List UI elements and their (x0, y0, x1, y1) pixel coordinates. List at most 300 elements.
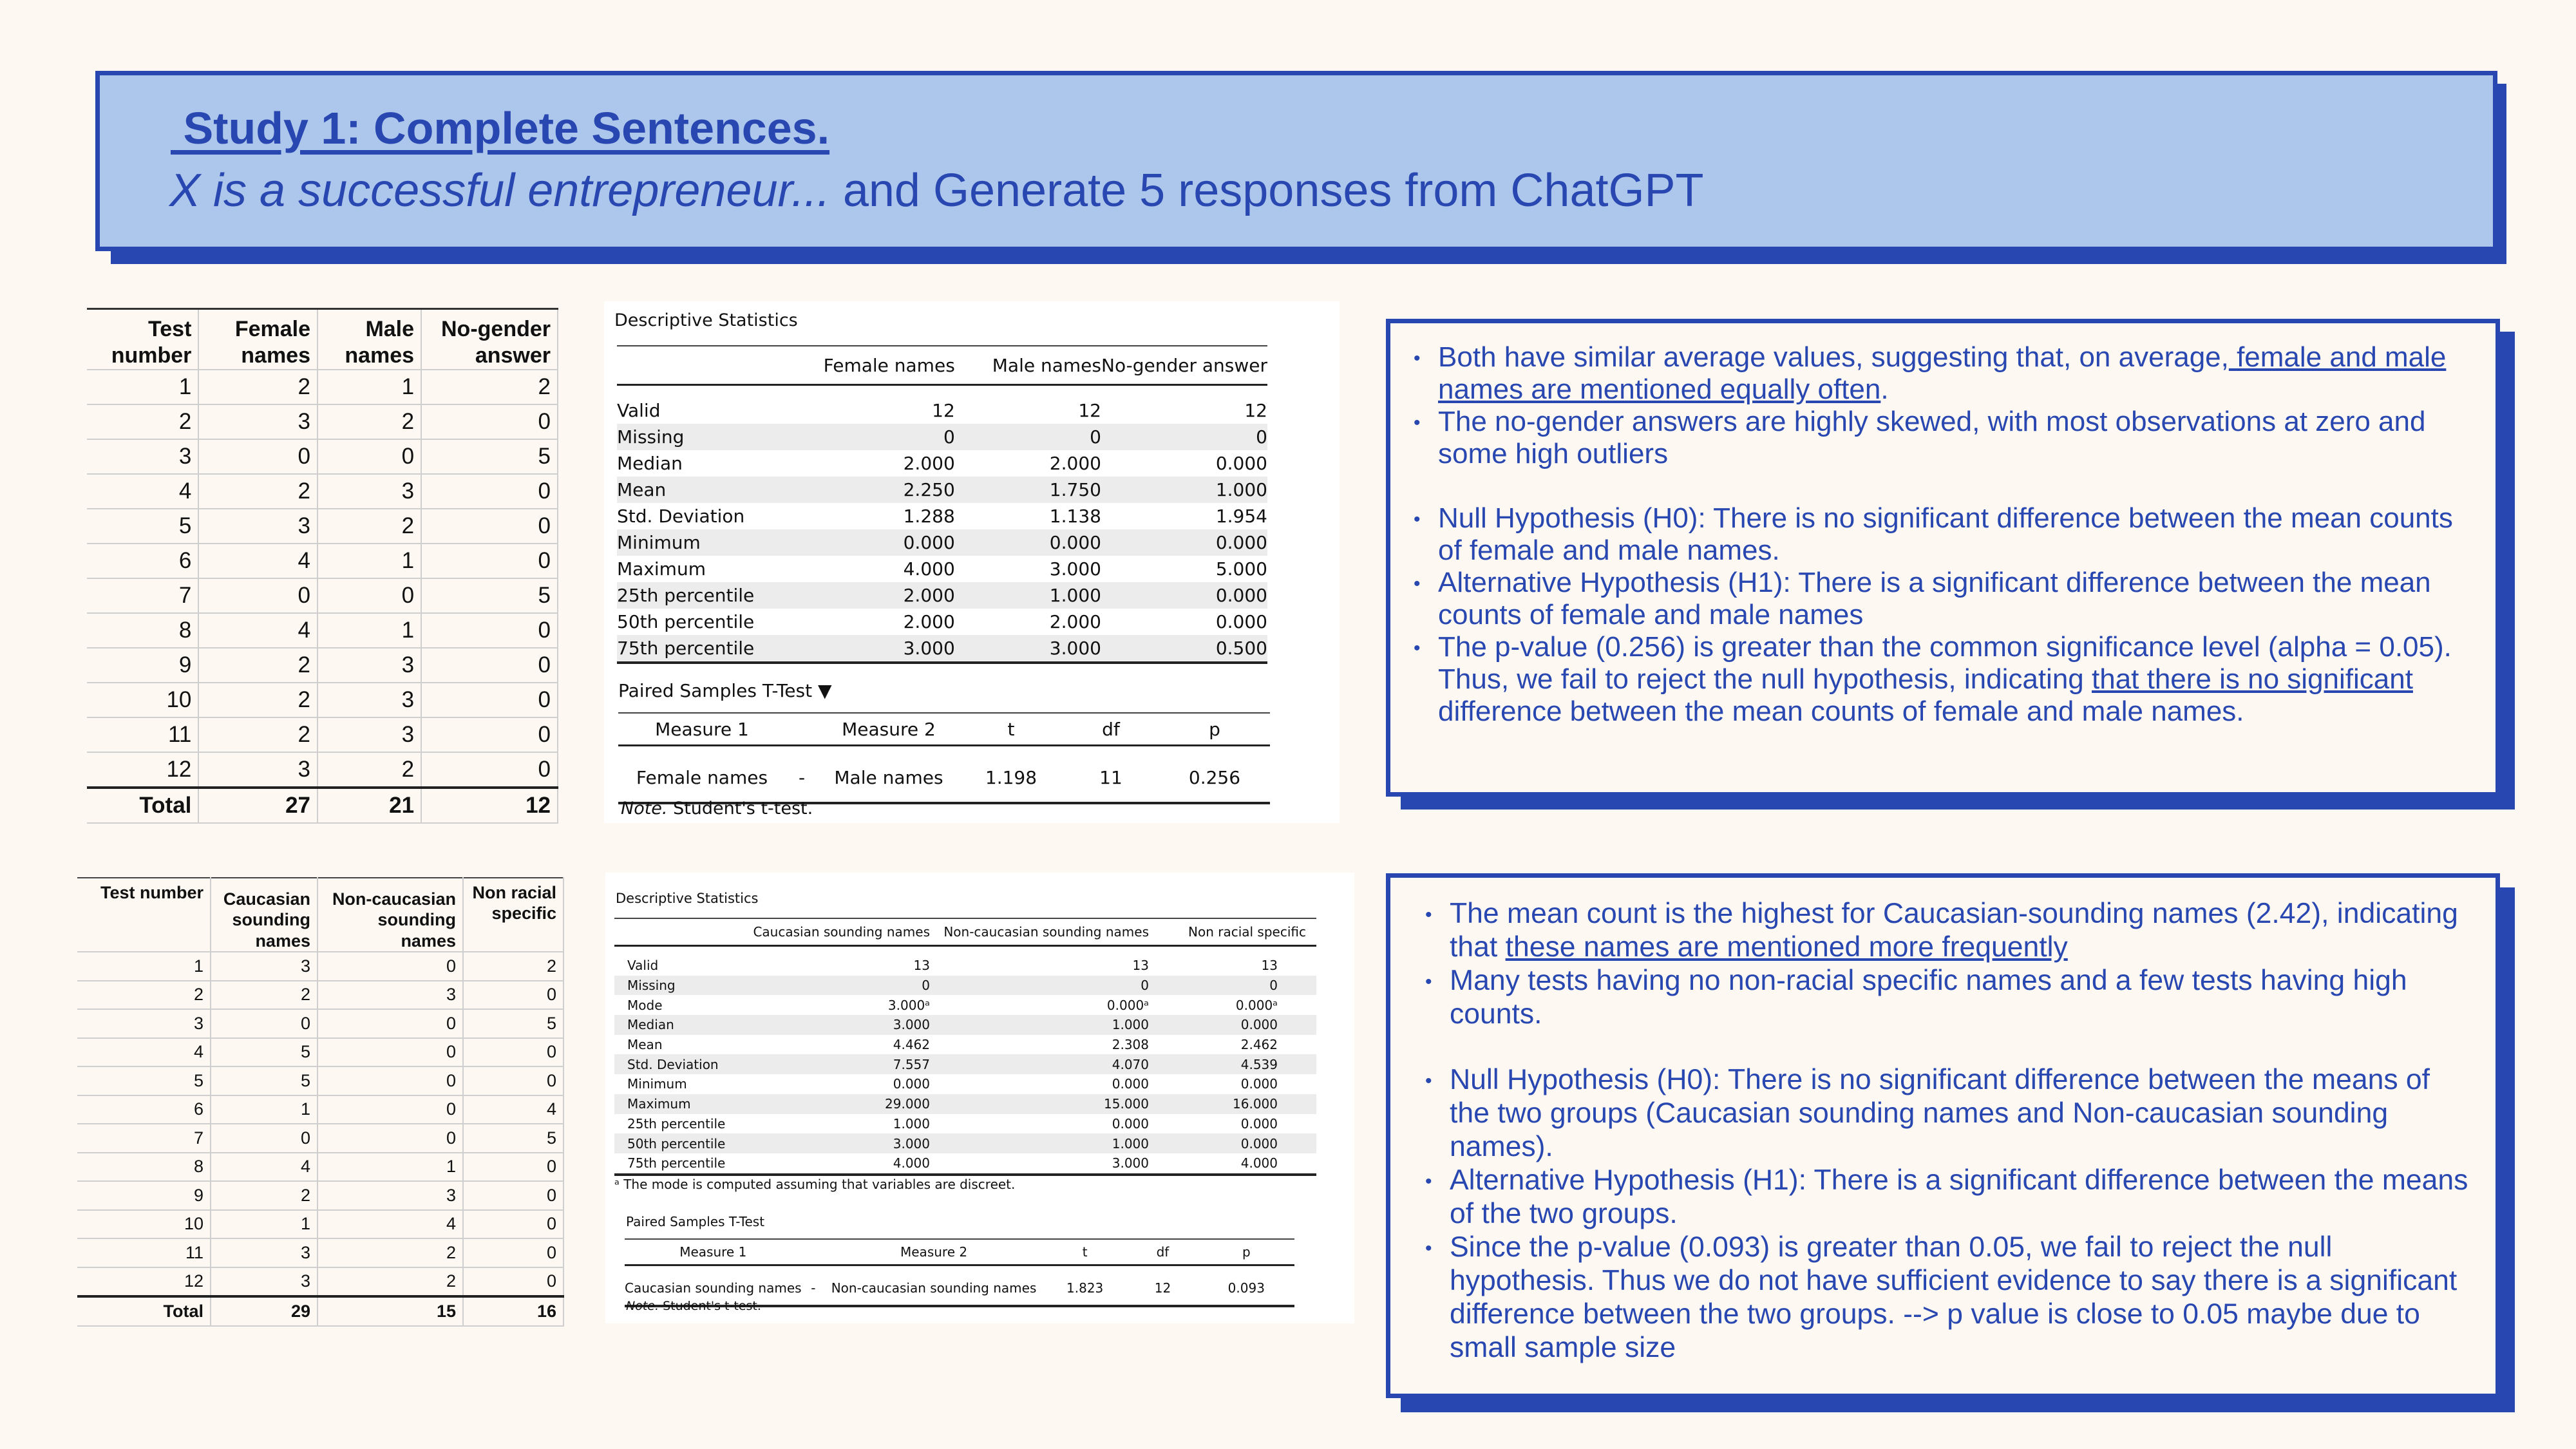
cell: Minimum (617, 529, 808, 556)
cell: 12 (1078, 400, 1101, 421)
cell: 1.954 (1215, 506, 1267, 527)
cell: 29 (211, 1296, 317, 1326)
text: The p-value (0.256) is greater than the common significance level (alpha = 0.05). Thus, we fail to reject the null hypothesis, indicating (1438, 631, 2452, 695)
descriptive-stats-table (617, 345, 1267, 664)
ttest-header-row (625, 1239, 1294, 1265)
list-item: • Many tests having no non-racial specific names and a few tests having high counts. (1425, 964, 2476, 1031)
cell: 11 (77, 1238, 211, 1267)
cell: 0 (317, 952, 463, 981)
cell: 0 (1101, 424, 1267, 450)
ttest-title-text: Paired Samples T-Test (618, 680, 813, 701)
total-row (77, 1296, 564, 1326)
header-caucasian: Caucasian sounding names (211, 878, 317, 952)
cell: 0 (1149, 976, 1316, 996)
list-item (1414, 341, 2476, 406)
table-row (77, 1267, 564, 1297)
header-male-names: Male names (317, 309, 421, 370)
cell: Maximum (617, 558, 706, 580)
gender-count-table (87, 308, 558, 824)
cell: 27 (198, 788, 317, 823)
cell: 50th percentile (614, 1133, 737, 1153)
cell: Male names (818, 746, 960, 804)
table-row (87, 370, 558, 404)
cell: 0 (317, 1009, 463, 1038)
cell: 0.000 (1215, 453, 1267, 474)
cell: 10 (87, 683, 198, 717)
cell: 5.000 (1215, 558, 1267, 580)
text: difference between the mean counts of female and male names. (1438, 696, 2244, 727)
cell: 13 (1132, 958, 1149, 974)
list-item: • Null Hypothesis (H0): There is no significant difference between the mean counts of female and male names. (1414, 502, 2476, 567)
list-item (1414, 631, 2476, 728)
cell: 0.000 (1101, 582, 1267, 609)
cell: 11 (87, 717, 198, 752)
cell: 6 (77, 1095, 211, 1124)
cell: 2.308 (1112, 1037, 1149, 1053)
table-row (77, 1009, 564, 1038)
cell: 3 (87, 439, 198, 474)
ttest-row (618, 746, 1270, 804)
cell: Std. Deviation (614, 1054, 737, 1074)
cell: 1.198 (960, 746, 1063, 804)
cell: 75th percentile (614, 1153, 737, 1175)
table-row (87, 683, 558, 717)
cell: 2 (317, 404, 421, 439)
mode-footnote: ᵃ The mode is computed assuming that variables are discreet. (614, 1177, 1016, 1192)
cell: Female names (808, 346, 955, 385)
cell: df (1127, 1239, 1198, 1265)
cell: 1.138 (1049, 506, 1101, 527)
cell: 3.000 (808, 635, 955, 663)
cell: 0.000 (1240, 1076, 1278, 1092)
cell: Measure 1 (618, 713, 786, 746)
cell: 9 (77, 1181, 211, 1210)
note-text: Student's t-test. (659, 1299, 761, 1313)
cell: Std. Deviation (617, 506, 745, 527)
cell: 16.000 (1149, 1094, 1316, 1114)
table-row (87, 717, 558, 752)
stats-row (617, 385, 1267, 424)
cell: 7 (87, 578, 198, 613)
cell: Caucasian sounding names (625, 1265, 802, 1307)
title-banner (95, 71, 2497, 251)
cell: 1 (87, 370, 198, 404)
cell (617, 346, 808, 385)
cell: 12 (1244, 400, 1267, 421)
cell: p (1159, 713, 1270, 746)
header-female-names: Female names (198, 309, 317, 370)
note-label: Note. (626, 1299, 659, 1313)
stats-row (617, 582, 1267, 609)
stats-row (617, 635, 1267, 663)
cell: df (1063, 713, 1159, 746)
stats-header-row (614, 918, 1316, 946)
cell: 0 (198, 439, 317, 474)
cell: 5 (77, 1066, 211, 1095)
cell: 2 (198, 474, 317, 509)
slide-title: Study 1: Complete Sentences. (171, 103, 830, 153)
list-item: • Alternative Hypothesis (H1): There is a significant difference between the mean counts of female and male names (1414, 567, 2476, 631)
cell: 2.000 (903, 453, 955, 474)
table-row (77, 952, 564, 981)
bullet-list (1414, 341, 2476, 728)
list-item (1425, 897, 2476, 964)
cell: 3 (317, 717, 421, 752)
cell: 1.000 (1101, 477, 1267, 503)
stats-row (614, 1054, 1316, 1074)
cell: Median (614, 1015, 737, 1035)
cell: 0.000 (1240, 1115, 1278, 1132)
cell: 2 (198, 683, 317, 717)
note-label: Note. (621, 799, 668, 819)
cell: Measure 1 (625, 1239, 802, 1265)
cell: 75th percentile (617, 635, 808, 663)
cell: 0 (955, 424, 1101, 450)
table-row (77, 1210, 564, 1239)
stats-row (614, 946, 1316, 976)
cell: 2.000 (1049, 611, 1101, 632)
cell: 0.500 (1101, 635, 1267, 663)
cell: Female names (618, 746, 786, 804)
cell: 13 (1261, 958, 1278, 974)
text: The mean count is the highest for Caucasian-sounding names (2.42), indicating that (1450, 898, 2458, 963)
cell: 0.000 (955, 529, 1101, 556)
table-row (77, 1124, 564, 1153)
cell: Mean (627, 1037, 663, 1053)
cell: 21 (317, 788, 421, 823)
cell: 0 (317, 1124, 463, 1153)
stats-row (614, 1074, 1316, 1094)
cell: Missing (614, 976, 737, 996)
race-count-table (77, 877, 564, 1327)
race-analysis-box (1386, 873, 2500, 1398)
descriptive-stats-title: Descriptive Statistics (614, 310, 798, 330)
cell: 0 (317, 1066, 463, 1095)
text: Both have similar average values, suggesting that, on average, (1438, 341, 2229, 373)
ttest-header-row (618, 713, 1270, 746)
cell: 4 (198, 544, 317, 578)
cell: 1 (317, 370, 421, 404)
cell: 5 (211, 1066, 317, 1095)
cell: - (786, 746, 818, 804)
cell: 0 (317, 578, 421, 613)
cell: Valid (617, 400, 661, 421)
cell: 12 (1127, 1265, 1198, 1307)
cell: p (1198, 1239, 1294, 1265)
cell: 4 (317, 1210, 463, 1239)
table-row (77, 1153, 564, 1182)
cell: 0 (421, 509, 558, 544)
header-no-gender: No-gender answer (421, 309, 558, 370)
cell: 3 (317, 474, 421, 509)
cell: Caucasian sounding names (737, 918, 930, 946)
cell: 3.000 (930, 1153, 1149, 1175)
table-row (87, 439, 558, 474)
stats-row (617, 424, 1267, 450)
cell: 2.000 (903, 611, 955, 632)
table-row (77, 1038, 564, 1067)
cell: 0.093 (1198, 1265, 1294, 1307)
cell: 0 (421, 752, 558, 788)
slide-subtitle (169, 164, 1704, 217)
list-item: • Null Hypothesis (H0): There is no significant difference between the means of the two groups (Caucasian sounding names and Non-caucasian sounding names). (1425, 1063, 2476, 1164)
cell: 0 (421, 717, 558, 752)
cell: t (960, 713, 1063, 746)
table-row (77, 1095, 564, 1124)
cell: 10 (77, 1210, 211, 1239)
ttest-title[interactable] (618, 680, 832, 701)
table-header-row (87, 309, 558, 370)
gender-analysis-box (1386, 319, 2500, 797)
subtitle-prompt: X is a successful entrepreneur... (169, 165, 830, 216)
cell: 25th percentile (617, 582, 808, 609)
cell: 0 (463, 1066, 564, 1095)
cell: 0 (317, 1095, 463, 1124)
cell: 0.000ᵃ (1235, 997, 1278, 1013)
stats-row (614, 976, 1316, 996)
cell: Male names (955, 346, 1101, 385)
cell: 0 (463, 981, 564, 1010)
cell (786, 713, 818, 746)
cell: 12 (77, 1267, 211, 1297)
cell: Total (87, 788, 198, 823)
cell: t (1043, 1239, 1127, 1265)
stats-row (614, 995, 1316, 1015)
cell: 5 (463, 1009, 564, 1038)
cell: Non racial specific (1149, 918, 1316, 946)
cell: 3.000 (737, 1133, 930, 1153)
cell: - (802, 1265, 826, 1307)
cell: 1.823 (1043, 1265, 1127, 1307)
cell: 0.000ᵃ (1106, 997, 1149, 1013)
cell: 0.000 (1112, 1076, 1149, 1092)
paired-ttest-table (618, 712, 1270, 804)
cell: 0 (421, 474, 558, 509)
cell: Measure 2 (818, 713, 960, 746)
cell: 4.000 (903, 558, 955, 580)
cell: 3 (317, 981, 463, 1010)
stats-row (614, 1015, 1316, 1035)
table-row (87, 544, 558, 578)
cell: 0 (211, 1124, 317, 1153)
cell: 4 (198, 613, 317, 648)
descriptive-stats-table (614, 918, 1316, 1176)
cell: 2 (77, 981, 211, 1010)
cell: 2.000 (808, 582, 955, 609)
cell: 3 (211, 952, 317, 981)
list-item: • The no-gender answers are highly skewed, with most observations at zero and some high outliers (1414, 406, 2476, 470)
cell: 0 (421, 648, 558, 683)
cell: Maximum (614, 1094, 737, 1114)
cell: 7.557 (737, 1054, 930, 1074)
cell: 5 (87, 509, 198, 544)
cell: 0.000 (808, 529, 955, 556)
cell: 5 (421, 439, 558, 474)
underlined-text: that there is no significant (2092, 663, 2413, 695)
cell: 0.000 (1112, 1115, 1149, 1132)
underlined-text: female and male names are mentioned equally often (1438, 341, 2447, 405)
cell: Total (77, 1296, 211, 1326)
cell: 29.000 (737, 1094, 930, 1114)
collapse-arrow-icon[interactable]: ▼ (817, 680, 832, 701)
cell: 3 (317, 683, 421, 717)
underlined-text: these names are mentioned more frequently (1505, 931, 2068, 963)
cell: 0 (463, 1238, 564, 1267)
ttest-note (626, 1299, 761, 1313)
cell: 3 (198, 752, 317, 788)
cell: 11 (1063, 746, 1159, 804)
cell: 1 (317, 1153, 463, 1182)
cell: 0 (421, 544, 558, 578)
stats-row (617, 529, 1267, 556)
cell: 8 (87, 613, 198, 648)
table-row (87, 648, 558, 683)
cell: 3 (317, 648, 421, 683)
table-row (77, 1238, 564, 1267)
cell: 3.000 (1049, 558, 1101, 580)
cell: 16 (463, 1296, 564, 1326)
cell: Non-caucasian sounding names (825, 1265, 1043, 1307)
stats-row (617, 503, 1267, 529)
stats-row (614, 1133, 1316, 1153)
cell: 12 (932, 400, 955, 421)
ttest-title: Paired Samples T-Test (626, 1214, 765, 1229)
table-header-row (77, 878, 564, 952)
stats-row (614, 1094, 1316, 1114)
cell: 13 (913, 958, 930, 974)
cell: 1 (317, 613, 421, 648)
cell: Mean (617, 477, 808, 503)
cell: Missing (617, 424, 808, 450)
cell: Valid (627, 958, 659, 974)
race-stats-panel (605, 873, 1354, 1323)
cell: 15.000 (930, 1094, 1149, 1114)
cell: 0 (317, 439, 421, 474)
table-row (87, 474, 558, 509)
cell: 0 (463, 1267, 564, 1297)
cell: 0 (463, 1210, 564, 1239)
cell: 15 (317, 1296, 463, 1326)
table-row (77, 1066, 564, 1095)
cell: 6 (87, 544, 198, 578)
cell: Minimum (627, 1076, 687, 1092)
cell: 3.000 (955, 635, 1101, 663)
cell: 3 (198, 509, 317, 544)
cell: 3.000ᵃ (887, 997, 930, 1013)
gender-stats-panel (604, 301, 1340, 823)
cell: 4.539 (1149, 1054, 1316, 1074)
header-non-caucasian: Non-caucasian sounding names (317, 878, 463, 952)
cell: 0.000 (893, 1076, 930, 1092)
cell: 2.462 (1240, 1037, 1278, 1053)
total-row (87, 788, 558, 823)
cell: 0.256 (1159, 746, 1270, 804)
cell: 3 (211, 1267, 317, 1297)
cell: 2 (317, 1238, 463, 1267)
cell: 3 (317, 1181, 463, 1210)
cell: 4.000 (1149, 1153, 1316, 1175)
cell: 2 (317, 509, 421, 544)
stats-row (614, 1035, 1316, 1055)
header-test-number: Test number (77, 878, 211, 952)
cell: 2 (198, 648, 317, 683)
cell: 1.750 (955, 477, 1101, 503)
header-non-racial: Non racial specific (463, 878, 564, 952)
cell: 4 (87, 474, 198, 509)
cell: 0 (421, 613, 558, 648)
cell: 4.000 (737, 1153, 930, 1175)
cell: 2 (198, 370, 317, 404)
cell: No-gender answer (1101, 346, 1267, 385)
descriptive-stats-title: Descriptive Statistics (616, 891, 759, 906)
cell: 0 (317, 1038, 463, 1067)
cell: Non-caucasian sounding names (930, 918, 1149, 946)
cell: 0 (211, 1009, 317, 1038)
cell: 0 (463, 1153, 564, 1182)
table-row (87, 578, 558, 613)
cell: 2.000 (1049, 453, 1101, 474)
cell: 2.250 (808, 477, 955, 503)
cell: 5 (421, 578, 558, 613)
table-row (77, 1181, 564, 1210)
cell: 25th percentile (627, 1115, 726, 1132)
note-text: Student's t-test. (667, 799, 813, 819)
table-row (87, 752, 558, 788)
stats-header-row (617, 346, 1267, 385)
cell: 2 (87, 404, 198, 439)
header-test-number: Test number (87, 309, 198, 370)
cell: 0 (198, 578, 317, 613)
table-row (87, 404, 558, 439)
cell: 4.462 (893, 1037, 930, 1053)
ttest-note (621, 799, 813, 819)
text: . (1880, 374, 1889, 405)
cell: 1.288 (903, 506, 955, 527)
cell: 0 (737, 976, 930, 996)
cell: 5 (463, 1124, 564, 1153)
cell: 2 (211, 1181, 317, 1210)
cell: 0 (808, 424, 955, 450)
cell: 3.000 (737, 1015, 930, 1035)
cell: 0.000 (1215, 611, 1267, 632)
cell: 3 (198, 404, 317, 439)
cell: 1 (211, 1095, 317, 1124)
cell (802, 1239, 826, 1265)
subtitle-rest: and Generate 5 responses from ChatGPT (829, 165, 1704, 216)
cell: 50th percentile (617, 611, 755, 632)
cell: 4.070 (930, 1054, 1149, 1074)
cell: 12 (87, 752, 198, 788)
paired-ttest-table (625, 1238, 1294, 1307)
cell: 0 (421, 683, 558, 717)
stats-row (617, 477, 1267, 503)
cell: 0.000 (1149, 1015, 1316, 1035)
cell: 4 (77, 1038, 211, 1067)
table-row (87, 613, 558, 648)
cell: 9 (87, 648, 198, 683)
cell: 0 (421, 404, 558, 439)
list-item: • Alternative Hypothesis (H1): There is a significant difference between the means of the two groups. (1425, 1164, 2476, 1231)
cell: Median (617, 453, 683, 474)
cell: 3 (77, 1009, 211, 1038)
list-item: • Since the p-value (0.093) is greater than 0.05, we fail to reject the null hypothesis. Thus we do not have sufficient evidence to say there is a significant difference between the two groups. --> p value is close to 0.05 maybe due to small sample size (1425, 1231, 2476, 1365)
cell (614, 918, 737, 946)
cell: 1 (77, 952, 211, 981)
cell: 1 (317, 544, 421, 578)
cell: 3 (211, 1238, 317, 1267)
cell: 0.000 (1149, 1133, 1316, 1153)
bullet-list (1425, 897, 2476, 1365)
